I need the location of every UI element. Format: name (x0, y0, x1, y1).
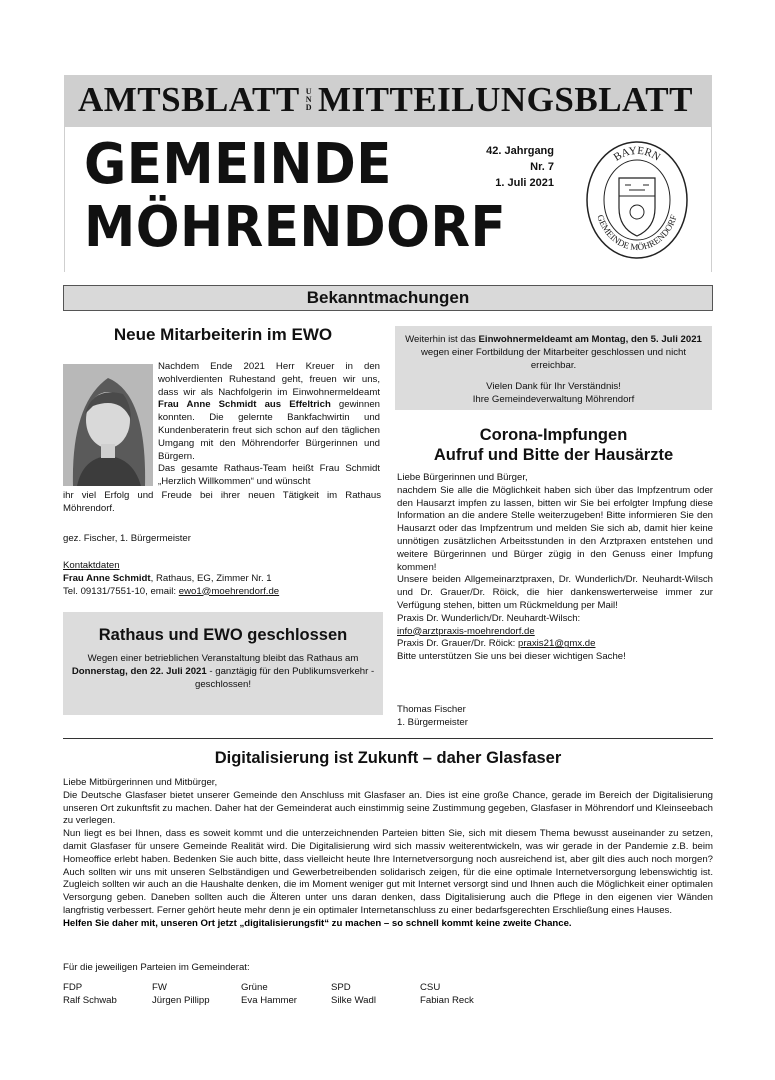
seal-top-text: BAYERN (611, 144, 663, 164)
employee-portrait (63, 364, 153, 486)
practice-email-2[interactable]: praxis21@gmx.de (518, 638, 596, 650)
parties-intro: Für die jeweiligen Parteien im Gemeinderat: (63, 962, 250, 973)
corona-body: Liebe Bürgerinnen und Bürger, nachdem Sie alle die Möglichkeit haben sich über das Impfzentrum oder den Hausarzt impfen zu lassen, bitten wir Sie bei erfolgter Impfung diese Information an die andere Stelle weiterzugeben! Bitte informieren Sie den Hausarzt oder das Impfzentrum und melden Sie sich ab, damit hier keine unnötigen zusätzlichen Arbeitsstunden in den Arztpraxen entstehen und weitere Bürgerinnen und Bürger zügig in den Genuss einer Impfung kommen! Unsere beiden Allgemeinarztpraxen, Dr. Wunderlich/Dr. Neuhardt-Wilsch und Dr. Grauer/Dr. Röick, die hier dankenswerterweise immer zur Verfügung stehen, bitten um Rückmeldung per Mail! Praxis Dr. Wunderlich/Dr. Neuhardt-Wilsch: info@arztpraxis-moehrendorf.de Praxis Dr. Grauer/Dr. Röick: praxis21@gmx.de Bitte unterstützen Sie uns bei dieser wichtigen Sache! (397, 472, 713, 663)
section-heading: Bekanntmachungen (63, 285, 713, 311)
issue-date: 1. Juli 2021 (495, 177, 554, 189)
corona-signature: Thomas Fischer 1. Bürgermeister (397, 704, 468, 728)
municipal-seal-icon (585, 140, 689, 260)
party-signatory: FW Jürgen Pillipp (152, 982, 210, 1006)
title-mitteilungsblatt: MITTEILUNGSBLATT (317, 80, 693, 119)
issue-info (474, 143, 554, 191)
municipality-name: MÖHRENDORF (84, 195, 507, 260)
ewo-paragraph-2: ihr viel Erfolg und Freude bei ihrer neuen Tätigkeit im Rathaus Möhrendorf. (63, 490, 381, 514)
issue-year: 42. Jahrgang (486, 145, 554, 157)
digital-body: Liebe Mitbürgerinnen und Mitbürger, Die Deutsche Glasfaser bietet unserer Gemeinde den Anschluss mit Glasfaser an. Dies ist eine große Chance, gerade im Bereich der Digitalisierung unseren Ort zukunftsfit zu machen. Daher hat der Gemeinderat auch einstimmig seine Zustimmung gegeben, Glasfaser in Möhrendorf und Kleinseebach zu verlegen. Nun liegt es bei Ihnen, dass es soweit kommt und die unterzeichnenden Parteien bitten Sie, sich mit diesem Thema bewusst auseinander zu setzen, damit Glasfaser für unsere Gemeinde Realität wird. Die Digitalisierung wird sich massiv weiterentwickeln, was wir gerade in der Pandemie z.B. beim Homeoffice erlebt haben. Bedenken Sie auch bitte, dass vielleicht heute Ihre Internetversorgung noch ausreichend ist, aber gilt dies auch noch morgen? Auch sollten wir uns mit unseren Selbständigen und Gewerbetreibenden solidarisch zeigen, für die eine optimale Internetversorgung lebenswichtig ist. Zugleich sollten wir auch an die Haushalte denken, die im Moment weniger gut mit Internet versorgt sind und Ihnen auch die Möglichkeit einer optimalen Versorgung geben. Daneben sollten auch die Älteren unter uns daran denken, dass Digitalisierung auch die Pflege in den eigenen vier Wänden langfristig verbessert. Ferner gehört heute mehr denn je ein optimaler Internetanschluss zu einer bedarfsgerechten Erschließung eines Hauses. Helfen Sie daher mit, unseren Ort jetzt „digitalisierungsfit“ zu machen – so schnell kommt keine zweite Chance. (63, 777, 713, 929)
digital-heading: Digitalisierung ist Zukunft – daher Glasfaser (214, 749, 562, 767)
corona-heading: Corona-Impfungen Aufruf und Bitte der Hausärzte (433, 426, 674, 464)
seal-bottom-text: GEMEINDE MÖHRENDORF (595, 213, 679, 253)
ewo-paragraph-1: Nachdem Ende 2021 Herr Kreuer in den wohlverdienten Ruhestand geht, freuen wir uns, dass wir als Nachfolgerin im Einwohnermeldeamt Frau Anne Schmidt aus Effeltrich gewinnen konnten. Die gelernte Bankfachwirtin und Kundenberaterin freut sich schon auf den täglichen Umgang mit den Möhrendorfer Bürgerinnen und Bürgern. Das gesamte Rathaus-Team heißt Frau Schmidt „Herzlich Willkommen“ und wünscht (158, 361, 380, 488)
party-signatory: CSU Fabian Reck (420, 982, 474, 1006)
issue-number: Nr. 7 (530, 161, 554, 173)
title-amtsblatt: AMTSBLATT (78, 80, 300, 119)
closure-text: Wegen einer betrieblichen Veranstaltung bleibt das Rathaus am Donnerstag, den 22. Juli 2021 - ganztägig für den Publikumsverkehr - geschlossen! (71, 653, 375, 690)
party-signatory: Grüne Eva Hammer (241, 982, 297, 1006)
closure-date: Donnerstag, den 22. Juli 2021 (71, 665, 207, 677)
digital-emphasis: Helfen Sie daher mit, unseren Ort jetzt „digitalisierungsfit“ zu machen – so schnell kommt keine zweite Chance. (63, 917, 572, 929)
notice-text: Weiterhin ist das Einwohnermeldeamt am Montag, den 5. Juli 2021 wegen einer Fortbildung der Mitarbeiter geschlossen und nicht erreichbar. (405, 334, 702, 371)
party-signatory: FDP Ralf Schwab (63, 982, 117, 1006)
party-signatory: SPD Silke Wadl (331, 982, 376, 1006)
contact-name: Frau Anne Schmidt (63, 572, 151, 584)
notice-thanks: Vielen Dank für Ihr Verständnis! Ihre Gemeindeverwaltung Möhrendorf (472, 381, 635, 405)
new-employee-name: Frau Anne Schmidt aus Effeltrich (158, 399, 331, 411)
title-und: U N D (305, 87, 312, 112)
municipality-word: GEMEINDE (84, 132, 392, 197)
svg-text:BAYERN (612, 145, 663, 164)
contact-email-link[interactable]: ewo1@moehrendorf.de (178, 585, 280, 597)
contact-block: Kontaktdaten Frau Anne Schmidt, Rathaus, EG, Zimmer Nr. 1 Tel. 09131/7551-10, email: ewo1@moehrendorf.de (63, 560, 383, 598)
divider (63, 738, 713, 739)
ewo-signature: gez. Fischer, 1. Bürgermeister (63, 533, 191, 544)
notice-date: Einwohnermeldeamt am Montag, den 5. Juli 2021 (478, 334, 702, 345)
closure-heading: Rathaus und EWO geschlossen (98, 626, 348, 644)
publication-title (78, 80, 698, 120)
ewo-heading: Neue Mitarbeiterin im EWO (113, 325, 333, 344)
practice-email-1[interactable]: info@arztpraxis-moehrendorf.de (397, 625, 535, 637)
contact-label: Kontaktdaten (63, 560, 120, 571)
